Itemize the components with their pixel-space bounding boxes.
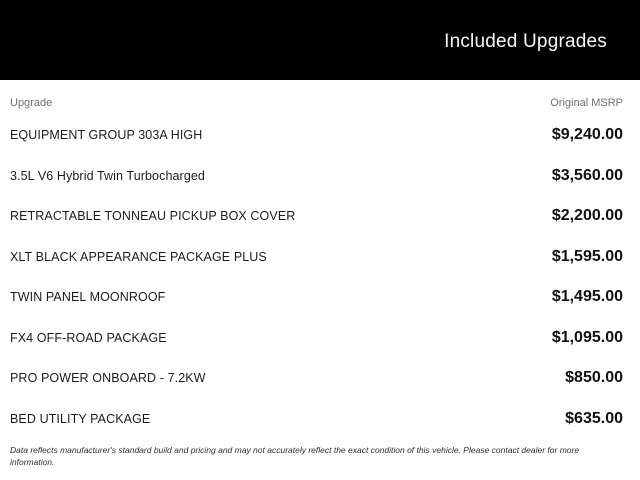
table-row	[10, 115, 623, 156]
upgrade-msrp: $1,495.00	[551, 288, 623, 306]
upgrade-name: RETRACTABLE TONNEAU PICKUP BOX COVER	[10, 209, 296, 224]
upgrade-name: XLT BLACK APPEARANCE PACKAGE PLUS	[10, 249, 267, 264]
table-row	[10, 318, 623, 359]
upgrade-msrp: $2,200.00	[551, 207, 623, 225]
table-row	[10, 156, 623, 197]
upgrade-msrp: $1,095.00	[551, 328, 623, 346]
column-header-upgrade: Upgrade	[10, 97, 53, 109]
table-row	[10, 277, 623, 318]
upgrade-name: 3.5L V6 Hybrid Twin Turbocharged	[10, 168, 205, 183]
upgrade-name: FX4 OFF-ROAD PACKAGE	[10, 330, 167, 345]
table-header-row	[10, 80, 623, 110]
table-body	[10, 115, 623, 439]
panel-header	[0, 0, 640, 80]
upgrade-name: TWIN PANEL MOONROOF	[10, 290, 166, 305]
upgrade-name: EQUIPMENT GROUP 303A HIGH	[10, 128, 203, 143]
upgrades-table	[0, 80, 640, 468]
upgrade-msrp: $1,595.00	[551, 247, 623, 265]
upgrade-msrp: $9,240.00	[551, 126, 623, 144]
table-row	[10, 399, 623, 440]
table-row	[10, 358, 623, 399]
column-header-msrp: Original MSRP	[550, 97, 623, 109]
upgrade-msrp: $635.00	[565, 409, 623, 427]
upgrade-msrp: $850.00	[565, 369, 623, 387]
upgrade-name: BED UTILITY PACKAGE	[10, 411, 151, 426]
table-row	[10, 237, 623, 278]
table-row	[10, 196, 623, 237]
upgrade-name: PRO POWER ONBOARD - 7.2KW	[10, 371, 206, 386]
disclaimer-text: Data reflects manufacturer's standard build and pricing and may not accurately reflect the exact condition of this vehicle. Please contact dealer for more information.	[10, 445, 580, 467]
upgrade-msrp: $3,560.00	[551, 166, 623, 184]
panel-title: Included Upgrades	[444, 31, 607, 52]
